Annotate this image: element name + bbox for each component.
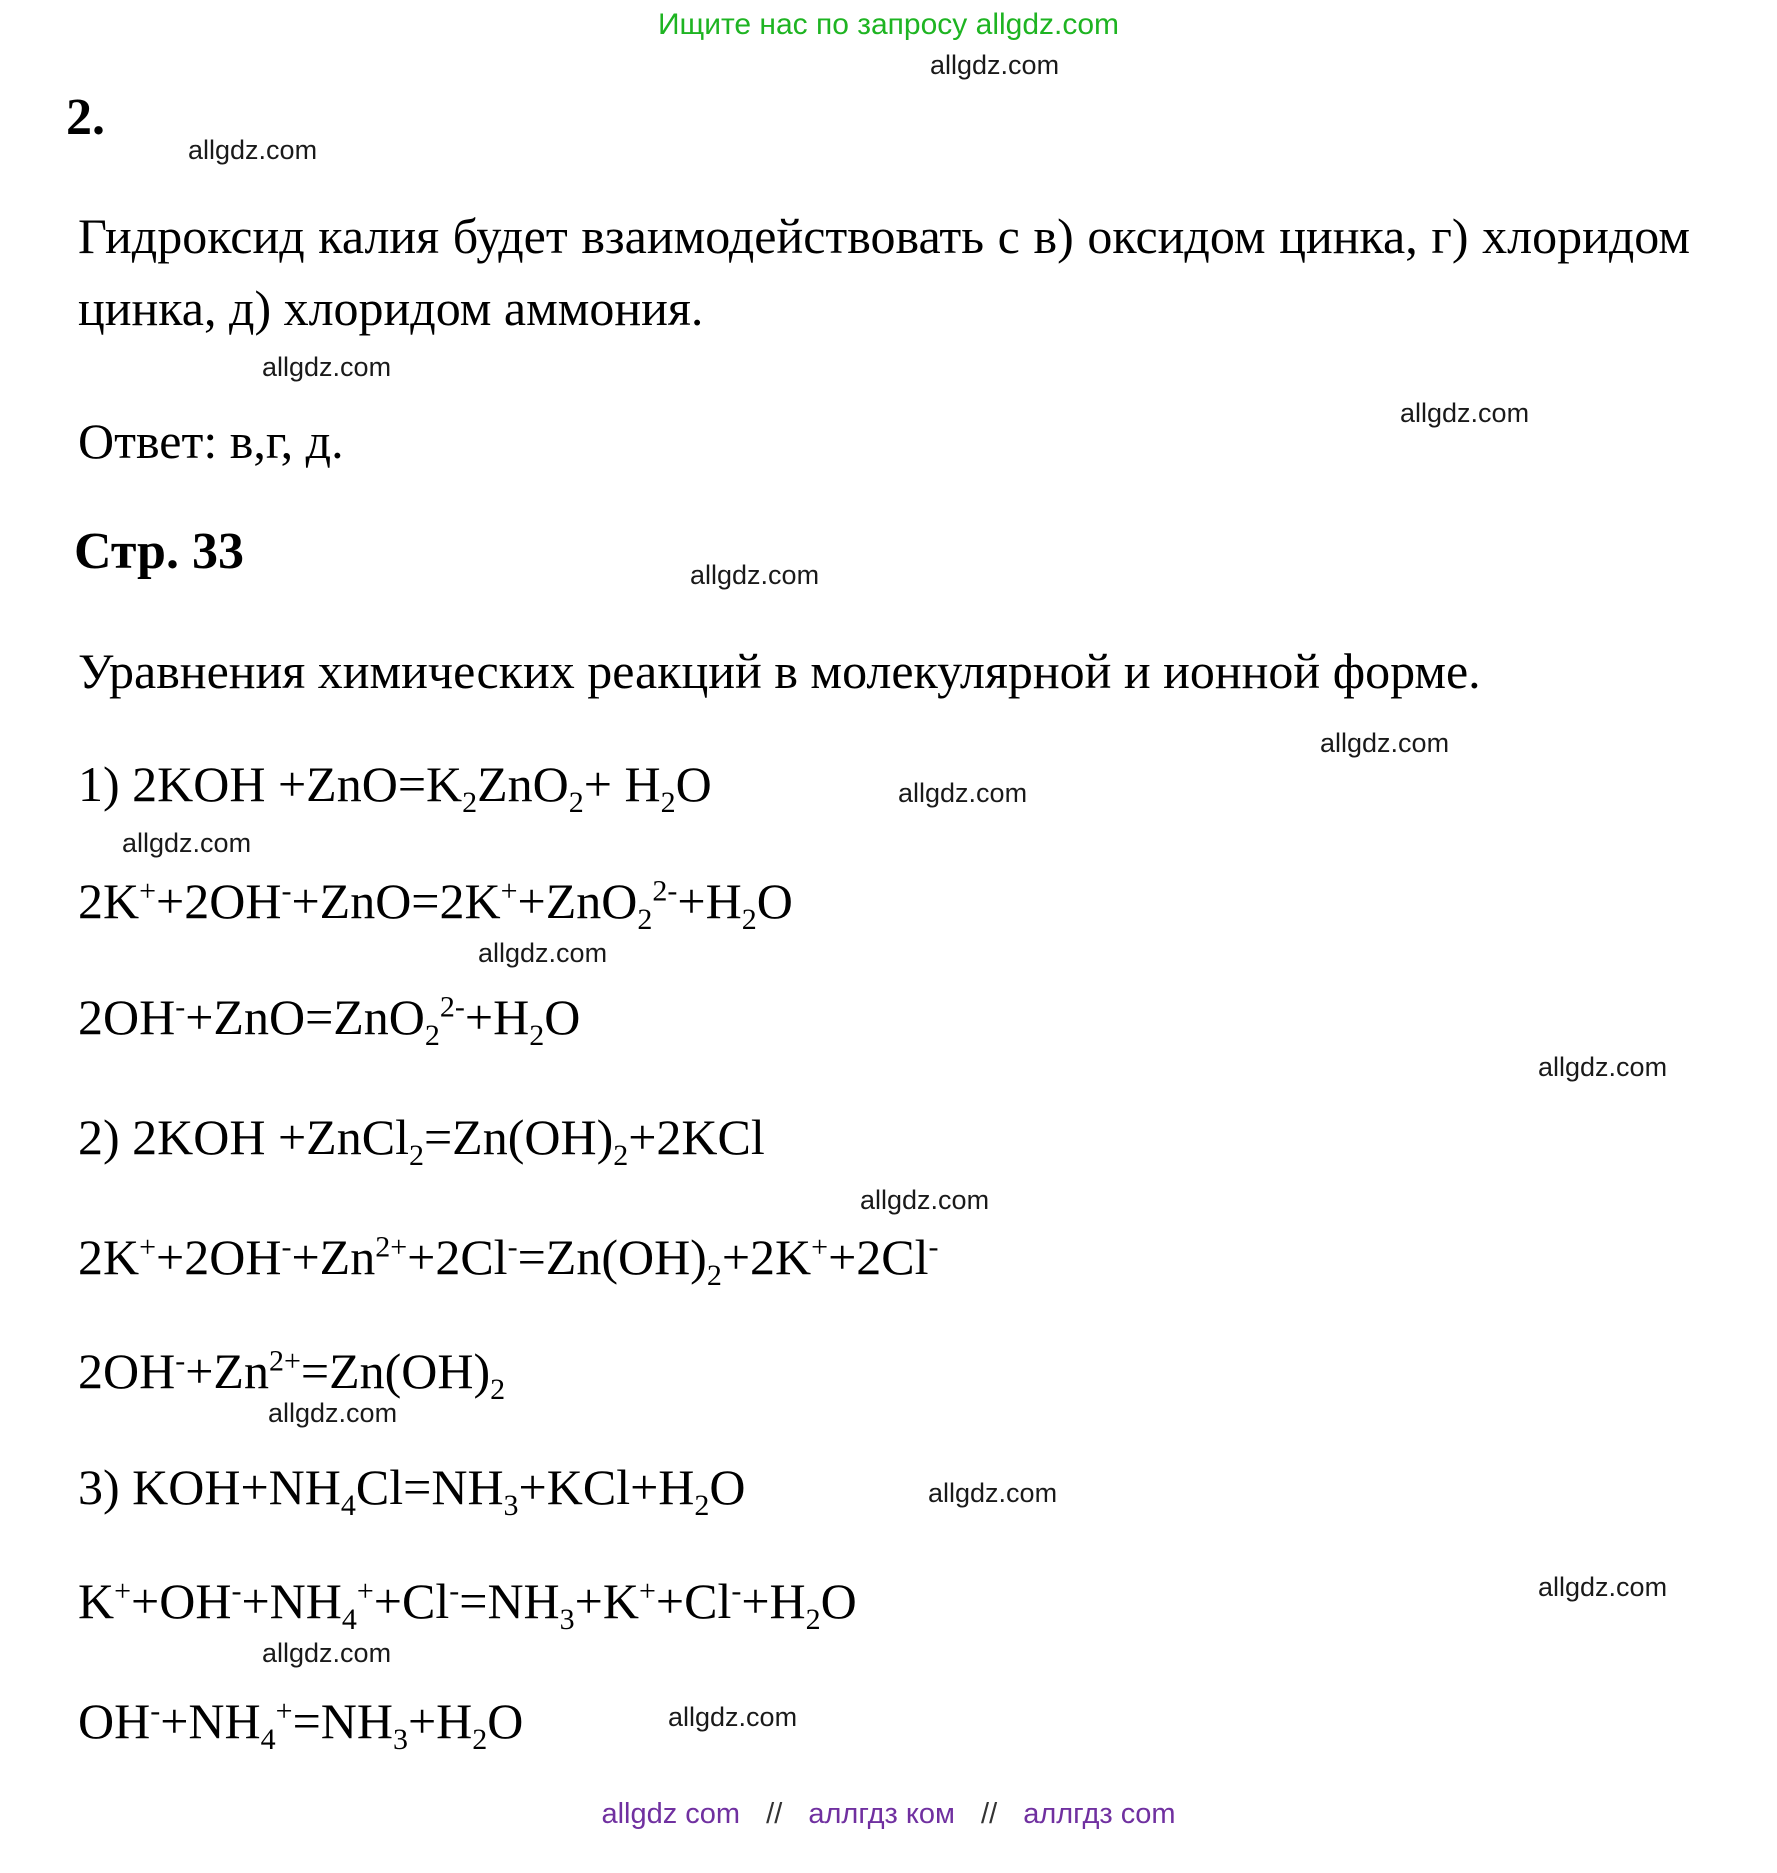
equation-3-molecular: 3) $KOH+NH_4Cl=NH_3+KCl+H_2O$	[78, 1459, 746, 1522]
section-title: Уравнения химических реакций в молекулярной и ионной форме.	[78, 643, 1481, 699]
watermark-allgdz: allgdz.com	[668, 1702, 798, 1732]
watermark-allgdz: allgdz.com	[268, 1398, 398, 1428]
footer-query-3: аллгдз com	[1023, 1798, 1176, 1830]
footer-separator: //	[766, 1798, 783, 1830]
footer-query-2: аллгдз ком	[808, 1798, 955, 1830]
equation-3-net-ionic: $OH^-+NH_4^+=NH_3+H_2O$	[78, 1693, 524, 1756]
task-number-heading: 2.	[66, 89, 105, 146]
watermark-allgdz: allgdz.com	[262, 352, 392, 382]
watermark-allgdz: allgdz.com	[898, 778, 1028, 808]
equation-1-full-ionic: $2K^++2OH^-+ZnO=2K^++ZnO_2^{2-}+H_2O$	[78, 873, 793, 936]
footer-query-1: allgdz com	[601, 1798, 741, 1830]
watermark-allgdz: allgdz.com	[1538, 1052, 1668, 1082]
equation-1-net-ionic: $2OH^-+ZnO=ZnO_2^{2-}+H_2O$	[78, 989, 581, 1052]
equation-2-molecular: 2) $2KOH +ZnCl_2=Zn(OH)_2+2KCl$	[78, 1109, 765, 1172]
watermark-allgdz: allgdz.com	[860, 1185, 990, 1215]
answer-text: Ответ: в,г, д.	[78, 413, 344, 469]
equation-2-net-ionic: $2OH^-+Zn^{2+}=Zn(OH)_2$	[78, 1343, 506, 1406]
footer-separator: //	[981, 1798, 998, 1830]
watermark-allgdz: allgdz.com	[122, 828, 252, 858]
equation-1-molecular: 1) $2KOH +ZnO=K_2ZnO_2+ H_2O$	[78, 756, 712, 819]
watermark-allgdz: allgdz.com	[928, 1478, 1058, 1508]
watermark-allgdz: allgdz.com	[262, 1638, 392, 1668]
equation-2-full-ionic: $2K^++2OH^-+Zn^{2+}+2Cl^-=Zn(OH)_2+2K^++2Cl^-$	[78, 1229, 939, 1292]
footer-search-queries	[0, 1798, 1777, 1831]
watermark-allgdz: allgdz.com	[930, 50, 1060, 80]
watermark-allgdz: allgdz.com	[1538, 1572, 1668, 1602]
watermark-allgdz: allgdz.com	[1320, 728, 1450, 758]
equation-3-full-ionic: $K^++OH^-+NH_4^++Cl^-=NH_3+K^++Cl^-+H_2O$	[78, 1573, 857, 1636]
watermark-allgdz: allgdz.com	[188, 135, 318, 165]
task-text: Гидроксид калия будет взаимодействовать с в) оксидом цинка, г) хлоридом цинка, д) хлоридом аммония.	[78, 208, 1690, 336]
top-search-banner: Ищите нас по запросу allgdz.com	[657, 8, 1120, 41]
page-number-heading: Стр. 33	[74, 523, 244, 580]
watermark-allgdz: allgdz.com	[1400, 398, 1530, 428]
watermark-allgdz: allgdz.com	[478, 938, 608, 968]
watermark-allgdz: allgdz.com	[690, 560, 820, 590]
